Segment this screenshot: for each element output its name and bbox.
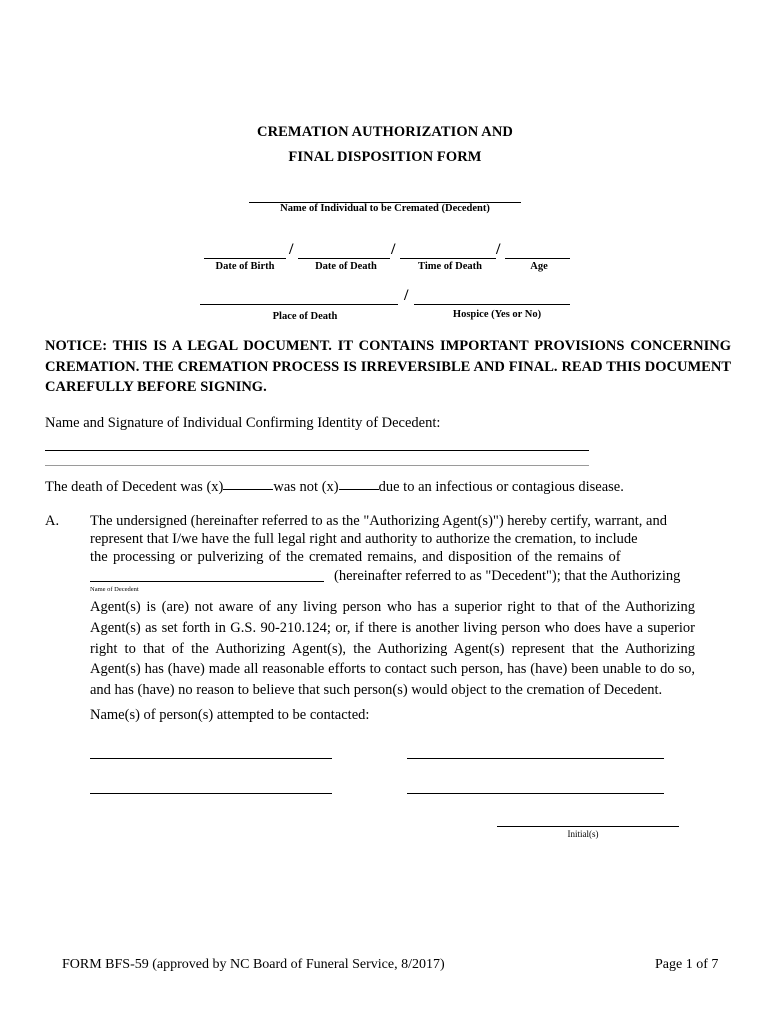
initials-label: Initial(s) xyxy=(567,829,599,839)
contacted-person-field-2[interactable] xyxy=(407,758,664,759)
name-of-decedent-label: Name of Decedent xyxy=(90,586,139,593)
infectious-part1: The death of Decedent was (x) xyxy=(45,479,224,495)
decedent-name-blank[interactable] xyxy=(90,581,324,582)
section-a-line4: (hereinafter referred to as "Decedent"); that the Authorizing xyxy=(334,568,681,584)
form-title-line1: CREMATION AUTHORIZATION AND xyxy=(257,124,513,140)
infectious-disease-statement xyxy=(45,477,624,498)
identity-label: Name and Signature of Individual Confirming Identity of Decedent: xyxy=(45,415,441,431)
infectious-part2: was not (x) xyxy=(273,479,339,495)
slash: / xyxy=(404,287,409,304)
slash: / xyxy=(289,241,294,258)
section-a-letter: A. xyxy=(45,513,60,529)
infectious-part3: due to an infectious or contagious disease. xyxy=(378,479,624,495)
identity-signature-line-2[interactable] xyxy=(45,465,589,466)
date-of-death-field[interactable] xyxy=(298,258,390,259)
identity-signature-line[interactable] xyxy=(45,450,589,451)
time-of-death-field[interactable] xyxy=(400,258,496,259)
contacted-label: Name(s) of person(s) attempted to be contacted: xyxy=(90,707,370,723)
contacted-person-field-4[interactable] xyxy=(407,793,664,794)
place-of-death-label: Place of Death xyxy=(272,311,338,322)
form-footer: FORM BFS-59 (approved by NC Board of Funeral Service, 8/2017) xyxy=(62,957,445,972)
section-a-line2: represent that I/we have the full legal right and authority to authorize the cremation, to include xyxy=(90,531,638,547)
form-title-line2: FINAL DISPOSITION FORM xyxy=(288,149,482,165)
was-infectious-blank[interactable] xyxy=(223,489,273,490)
slash: / xyxy=(391,241,396,258)
was-not-infectious-blank[interactable] xyxy=(339,489,379,490)
age-label: Age xyxy=(530,261,548,272)
place-of-death-field[interactable] xyxy=(200,304,398,305)
hospice-label: Hospice (Yes or No) xyxy=(452,309,542,320)
initials-field[interactable] xyxy=(497,826,679,827)
date-of-birth-field[interactable] xyxy=(204,258,286,259)
date-of-death-label: Date of Death xyxy=(315,261,377,272)
section-a-line3: the processing or pulverizing of the cremated remains, and disposition of the remains of xyxy=(90,549,621,565)
hospice-field[interactable] xyxy=(414,304,570,305)
contacted-person-field-1[interactable] xyxy=(90,758,332,759)
section-a-paragraph: Agent(s) is (are) not aware of any living person who has a superior right to that of the Authorizing Agent(s) as set forth in G.S. 90-210.124; or, if there is another living person who does have a superior right to that of the Authorizing Agent(s), the Authorizing Agent(s) represent that the Authorizing Agent(s) has (have) made all reasonable efforts to contact such person, has (have) been unable to do so, and has (have) no reason to believe that such person(s) would object to the cremation of Decedent. xyxy=(90,599,695,699)
section-a-line1: The undersigned (hereinafter referred to as the "Authorizing Agent(s)") hereby certify, warrant, and xyxy=(90,513,667,529)
slash: / xyxy=(496,241,501,258)
contacted-person-field-3[interactable] xyxy=(90,793,332,794)
date-of-birth-label: Date of Birth xyxy=(215,261,275,272)
page-number: Page 1 of 7 xyxy=(655,957,719,972)
legal-notice: NOTICE: THIS IS A LEGAL DOCUMENT. IT CONTAINS IMPORTANT PROVISIONS CONCERNING CREMATION. THE CREMATION PROCESS IS IRREVERSIBLE AND FINAL. READ THIS DOCUMENT CAREFULLY BEFORE SIGNING. xyxy=(45,338,731,395)
time-of-death-label: Time of Death xyxy=(418,261,482,272)
decedent-name-label: Name of Individual to be Cremated (Decedent) xyxy=(280,203,490,214)
age-field[interactable] xyxy=(505,258,570,259)
